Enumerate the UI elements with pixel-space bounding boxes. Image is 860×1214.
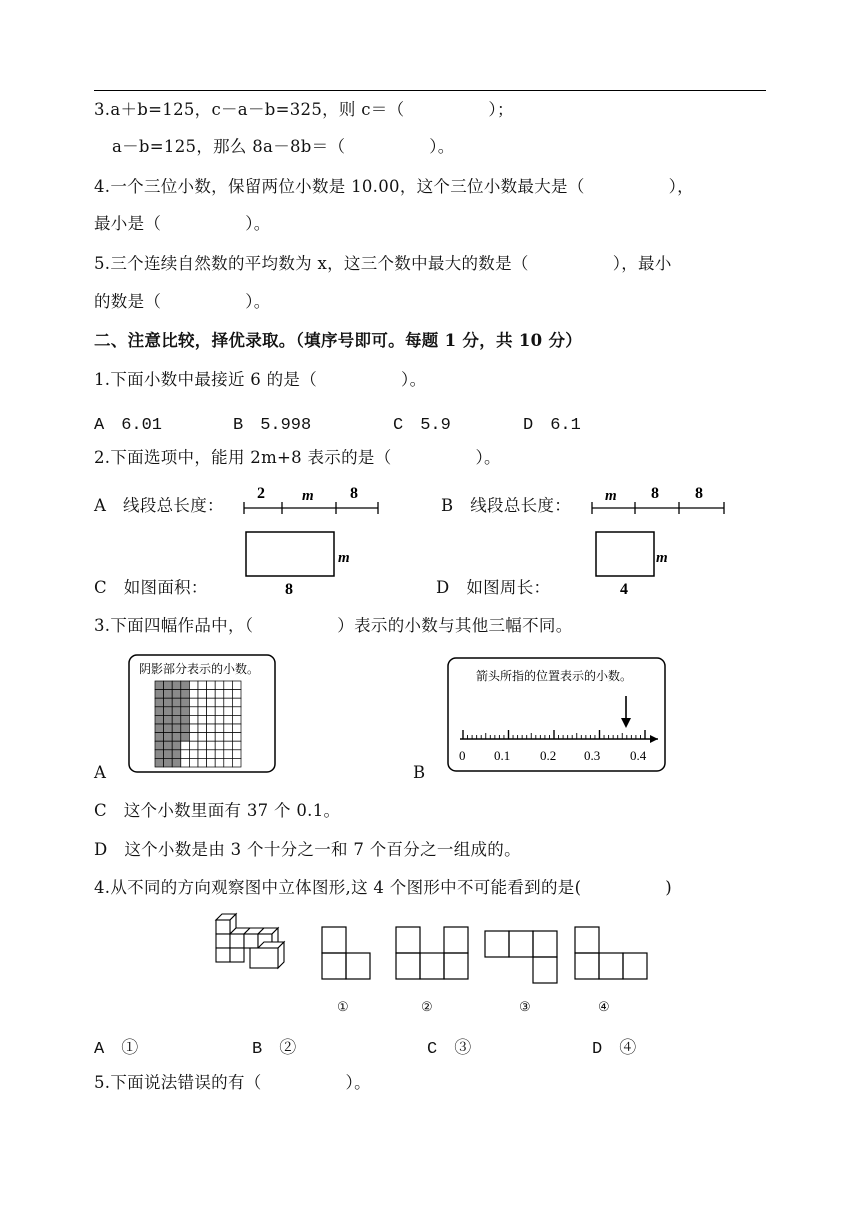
grid-cell (164, 681, 173, 690)
rect-d-side-label: m (656, 550, 668, 566)
grid-cell (232, 750, 241, 759)
grid-cell (207, 750, 216, 759)
segment-b-label-2: 8 (651, 485, 659, 502)
grid-cell (172, 698, 181, 707)
grid-cell (189, 724, 198, 733)
grid-cell (232, 707, 241, 716)
grid-cell (155, 741, 164, 750)
grid-cell (164, 733, 173, 742)
segment-b-label-3: 8 (695, 485, 703, 502)
grid-cell (207, 707, 216, 716)
segment-a-label-1: 2 (257, 485, 265, 502)
grid-cell (164, 724, 173, 733)
grid-cell (198, 690, 207, 699)
header-rule (94, 90, 766, 91)
grid-cell (164, 758, 173, 767)
grid-cell (215, 741, 224, 750)
grid-cell (172, 681, 181, 690)
s2-q3-option-a-letter: A (94, 763, 107, 782)
grid-cell (215, 715, 224, 724)
grid-cell (181, 690, 190, 699)
grid-cell (155, 698, 164, 707)
s2-q2-option-c-label: C 如图面积： (94, 578, 208, 597)
solid-cube-figure (208, 912, 294, 976)
grid-cell (164, 690, 173, 699)
grid-cell (224, 741, 233, 750)
tick-label-4: 0.4 (630, 748, 647, 763)
grid-cell (172, 741, 181, 750)
view-4-figure (573, 925, 651, 981)
grid-cell (155, 681, 164, 690)
segment-a-label-3: 8 (350, 485, 358, 502)
grid-cell (189, 715, 198, 724)
view-1-figure (320, 925, 372, 981)
grid-cell (207, 758, 216, 767)
grid-cell (198, 724, 207, 733)
tick-label-2: 0.2 (540, 748, 557, 763)
tick-label-1: 0.1 (494, 748, 511, 763)
grid-cell (181, 733, 190, 742)
grid-cell (172, 715, 181, 724)
grid-cell (172, 733, 181, 742)
grid-cell (224, 724, 233, 733)
s2-q3-option-d: D 这个小数是由 3 个十分之一和 7 个百分之一组成的。 (94, 840, 521, 859)
grid-cell (155, 750, 164, 759)
grid-cell (164, 715, 173, 724)
view-2-mark: ② (421, 1000, 433, 1015)
s2-q1-option-c: C 5.9 (393, 416, 451, 435)
grid-cell (189, 681, 198, 690)
grid-cell (215, 758, 224, 767)
grid-cell (198, 741, 207, 750)
grid-cell (232, 741, 241, 750)
question-4-line-1: 4.一个三位小数，保留两位小数是 10.00，这个三位小数最大是（ ）， (94, 177, 694, 196)
grid-cell (232, 715, 241, 724)
grid-cell (172, 724, 181, 733)
grid-cell (207, 690, 216, 699)
grid-cell (181, 741, 190, 750)
segment-diagram-a (240, 480, 385, 516)
rect-c-bottom-label: 8 (285, 581, 293, 598)
grid-cell (189, 750, 198, 759)
s2-question-4-stem: 4.从不同的方向观察图中立体图形,这 4 个图形中不可能看到的是( ) (94, 878, 673, 897)
grid-cell (198, 698, 207, 707)
s2-q1-option-a: A 6.01 (94, 416, 163, 435)
rectangle-area-diagram (242, 528, 362, 598)
grid-cell (232, 681, 241, 690)
s2-q4-option-a: A ① (94, 1040, 139, 1059)
grid-cell (207, 733, 216, 742)
view-4-mark: ④ (598, 1000, 610, 1015)
grid-cell (164, 707, 173, 716)
grid-cell (232, 758, 241, 767)
s2-question-5-stem: 5.下面说法错误的有（ ）。 (94, 1073, 371, 1092)
question-3-line-2: a－b=125，那么 8a－8b＝（ ）。 (112, 137, 455, 156)
grid-cell (232, 733, 241, 742)
grid-cell (155, 707, 164, 716)
question-5-line-2: 的数是（ ）。 (94, 292, 271, 311)
grid-cell (198, 758, 207, 767)
s2-q1-option-b: B 5.998 (233, 416, 312, 435)
hundred-grid-figure (127, 653, 279, 775)
grid-cell (189, 733, 198, 742)
grid-cell (172, 750, 181, 759)
grid-cell (155, 715, 164, 724)
grid-cell (198, 707, 207, 716)
s2-q3-option-b-letter: B (413, 763, 426, 782)
grid-cell (198, 715, 207, 724)
grid-cell (224, 758, 233, 767)
grid-cell (181, 724, 190, 733)
grid-cell (224, 690, 233, 699)
grid-cell (224, 715, 233, 724)
s2-q4-option-b: B ② (252, 1040, 297, 1059)
grid-cell (155, 733, 164, 742)
grid-cell (207, 724, 216, 733)
grid-cell (155, 690, 164, 699)
tick-label-0: 0 (459, 748, 466, 763)
grid-cell (215, 698, 224, 707)
tick-label-3: 0.3 (584, 748, 601, 763)
grid-cell (164, 741, 173, 750)
grid-cell (155, 724, 164, 733)
grid-cell (232, 724, 241, 733)
grid-cell (172, 758, 181, 767)
rectangle-perimeter-diagram (592, 528, 682, 598)
grid-cell (164, 750, 173, 759)
s2-q3-option-c: C 这个小数里面有 37 个 0.1。 (94, 801, 341, 820)
grid-cell (198, 733, 207, 742)
grid-cell (207, 698, 216, 707)
decimal-grid (155, 681, 241, 767)
section-2-heading: 二、注意比较，择优录取。（填序号即可。每题 1 分，共 10 分） (94, 331, 583, 350)
rect-d-bottom-label: 4 (620, 581, 628, 598)
grid-cell (181, 681, 190, 690)
grid-cell (164, 698, 173, 707)
s2-q2-option-a-label: A 线段总长度： (94, 496, 224, 515)
s2-q4-option-d: D ④ (592, 1040, 637, 1059)
s2-question-1-stem: 1.下面小数中最接近 6 的是（ ）。 (94, 370, 427, 389)
grid-cell (181, 715, 190, 724)
grid-cell (207, 715, 216, 724)
segment-b-label-1: m (605, 488, 617, 504)
grid-cell (215, 733, 224, 742)
grid-cell (215, 690, 224, 699)
segment-diagram-b (588, 480, 733, 516)
grid-cell (224, 750, 233, 759)
grid-cell (198, 750, 207, 759)
number-line-caption: 箭头所指的位置表示的小数。 (476, 669, 633, 683)
grid-cell (224, 698, 233, 707)
question-5-line-1: 5.三个连续自然数的平均数为 x，这三个数中最大的数是（ ），最小 (94, 254, 672, 273)
number-line-figure (446, 656, 668, 774)
grid-cell (207, 741, 216, 750)
grid-cell (198, 681, 207, 690)
s2-question-2-stem: 2.下面选项中，能用 2m+8 表示的是（ ）。 (94, 448, 501, 467)
question-3-line-1: 3.a＋b=125，c－a－b=325，则 c＝（ ）； (94, 100, 514, 119)
s2-question-3-stem: 3.下面四幅作品中，（ ）表示的小数与其他三幅不同。 (94, 616, 573, 635)
grid-cell (181, 698, 190, 707)
grid-cell (215, 681, 224, 690)
grid-cell (172, 707, 181, 716)
grid-cell (224, 707, 233, 716)
s2-q1-option-d: D 6.1 (523, 416, 581, 435)
grid-cell (215, 750, 224, 759)
grid-cell (181, 758, 190, 767)
grid-caption: 阴影部分表示的小数。 (139, 662, 260, 676)
grid-cell (189, 758, 198, 767)
grid-cell (232, 698, 241, 707)
grid-cell (189, 698, 198, 707)
s2-q2-option-d-label: D 如图周长： (436, 578, 551, 597)
rect-c-side-label: m (338, 550, 350, 566)
grid-cell (224, 733, 233, 742)
s2-q4-option-c: C ③ (427, 1040, 472, 1059)
view-1-mark: ① (337, 1000, 349, 1015)
grid-cell (224, 681, 233, 690)
view-2-figure (394, 925, 470, 981)
grid-cell (232, 690, 241, 699)
s2-q2-option-b-label: B 线段总长度： (441, 496, 572, 515)
grid-cell (172, 690, 181, 699)
grid-cell (181, 750, 190, 759)
grid-cell (207, 681, 216, 690)
grid-cell (189, 690, 198, 699)
view-3-figure (483, 929, 561, 987)
grid-cell (189, 741, 198, 750)
question-4-line-2: 最小是（ ）。 (94, 214, 271, 233)
grid-cell (155, 758, 164, 767)
grid-cell (189, 707, 198, 716)
grid-cell (181, 707, 190, 716)
segment-a-label-2: m (302, 488, 314, 504)
grid-cell (215, 724, 224, 733)
view-3-mark: ③ (519, 1000, 531, 1015)
grid-cell (215, 707, 224, 716)
